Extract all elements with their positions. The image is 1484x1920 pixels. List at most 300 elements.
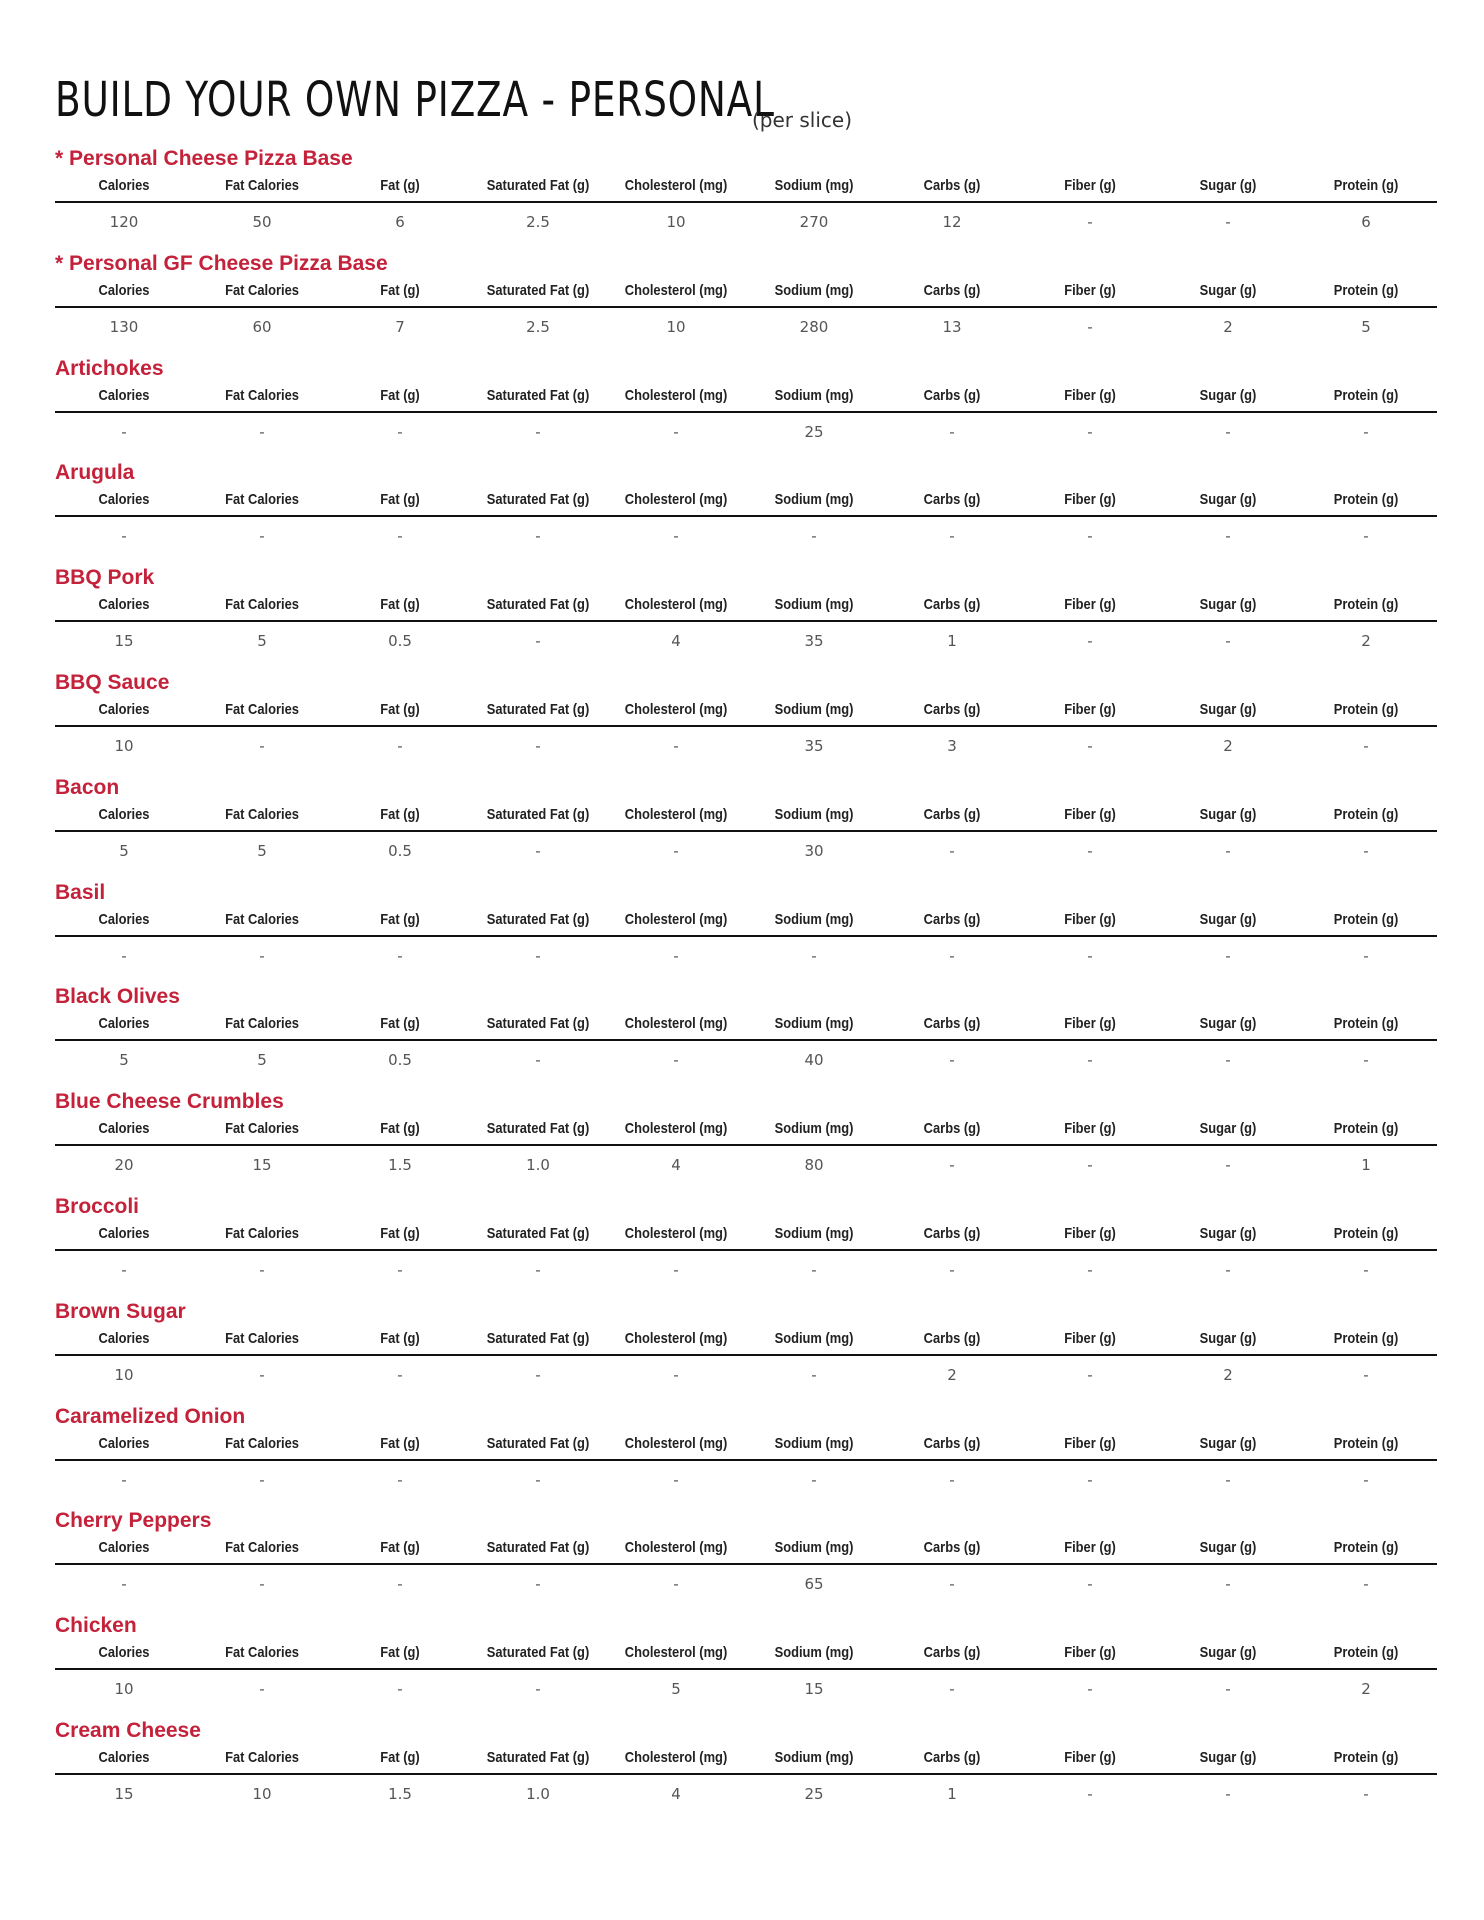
- value-row: [55, 1156, 1437, 1180]
- column-header-row: [55, 491, 1437, 517]
- column-header: Protein (g): [1333, 1539, 1399, 1557]
- column-header: Sugar (g): [1199, 1434, 1257, 1452]
- value-cell: 2.5: [526, 213, 550, 231]
- column-header: Fiber (g): [1064, 805, 1116, 823]
- value-cell: -: [1363, 422, 1369, 441]
- value-cell: 10: [114, 1365, 134, 1384]
- page-subtitle: (per slice): [752, 108, 853, 132]
- value-cell: -: [1225, 1785, 1231, 1803]
- column-header: Fat Calories: [225, 1015, 299, 1033]
- column-header: Protein (g): [1333, 910, 1399, 928]
- column-header: Calories: [98, 386, 150, 404]
- value-cell: -: [673, 527, 679, 546]
- column-header: Sodium (mg): [774, 701, 854, 718]
- column-header: Carbs (g): [923, 1120, 981, 1138]
- value-cell: -: [949, 527, 955, 546]
- value-cell: -: [1225, 841, 1231, 860]
- value-cell: -: [397, 1470, 403, 1489]
- column-header: Fat (g): [380, 1539, 420, 1557]
- column-header: Sodium (mg): [774, 805, 854, 823]
- value-cell: 20: [114, 1156, 134, 1175]
- value-cell: 10: [114, 1680, 134, 1699]
- column-header: Sodium (mg): [774, 1120, 854, 1138]
- value-cell: -: [1225, 1680, 1231, 1699]
- column-header: Cholesterol (mg): [624, 596, 728, 614]
- item-section: [55, 671, 1437, 777]
- column-header: Sodium (mg): [774, 1539, 854, 1557]
- value-row: [55, 737, 1437, 761]
- column-header: Fiber (g): [1064, 1749, 1116, 1766]
- value-cell: -: [397, 422, 403, 441]
- item-section: [55, 1300, 1437, 1406]
- value-cell: 5: [671, 1680, 681, 1699]
- column-header: Fat (g): [380, 805, 420, 823]
- column-header: Sugar (g): [1199, 910, 1257, 928]
- value-cell: -: [1363, 1575, 1369, 1594]
- value-cell: -: [535, 1470, 541, 1489]
- value-cell: 1.0: [526, 1156, 550, 1175]
- value-cell: 4: [671, 632, 681, 651]
- column-header: Saturated Fat (g): [486, 386, 590, 404]
- value-cell: 5: [119, 841, 129, 860]
- value-cell: -: [949, 1051, 955, 1070]
- column-header: Calories: [98, 1749, 150, 1766]
- column-header: Cholesterol (mg): [624, 701, 728, 718]
- column-header: Saturated Fat (g): [486, 805, 590, 823]
- value-cell: -: [811, 1261, 817, 1279]
- column-header-row: [55, 177, 1437, 203]
- column-header-row: [55, 806, 1437, 832]
- column-header: Fat (g): [380, 281, 420, 299]
- value-cell: -: [121, 1261, 127, 1279]
- column-header: Fat Calories: [225, 701, 299, 718]
- column-header: Fat Calories: [225, 805, 299, 823]
- column-header-row: [55, 911, 1437, 937]
- column-header: Fat (g): [380, 1644, 420, 1662]
- value-cell: -: [1363, 737, 1369, 755]
- column-header: Fiber (g): [1064, 596, 1116, 614]
- column-header: Sodium (mg): [774, 281, 854, 299]
- value-cell: -: [397, 737, 403, 755]
- value-row: [55, 1680, 1437, 1704]
- value-cell: 2: [1223, 317, 1233, 336]
- column-header: Sugar (g): [1199, 386, 1257, 404]
- column-header: Carbs (g): [923, 1015, 981, 1033]
- value-cell: -: [535, 946, 541, 965]
- value-cell: 10: [666, 213, 686, 231]
- column-header: Cholesterol (mg): [624, 1120, 728, 1138]
- column-header: Fat Calories: [225, 491, 299, 509]
- column-header: Sugar (g): [1199, 1329, 1257, 1347]
- value-cell: 120: [109, 213, 139, 231]
- value-row: [55, 1471, 1437, 1495]
- column-header: Cholesterol (mg): [624, 805, 728, 823]
- column-header: Cholesterol (mg): [624, 1644, 728, 1662]
- column-header: Sugar (g): [1199, 596, 1257, 614]
- value-cell: -: [1087, 737, 1093, 755]
- value-cell: -: [949, 1261, 955, 1279]
- value-cell: -: [121, 527, 127, 546]
- column-header-row: [55, 1539, 1437, 1565]
- column-header: Carbs (g): [923, 491, 981, 509]
- value-row: [55, 842, 1437, 866]
- item-name: Black Olives: [55, 985, 180, 1009]
- value-cell: 25: [804, 1785, 824, 1803]
- column-header-row: [55, 1120, 1437, 1146]
- value-cell: 15: [804, 1680, 824, 1699]
- column-header: Protein (g): [1333, 1644, 1399, 1662]
- value-row: [55, 947, 1437, 971]
- value-cell: -: [535, 632, 541, 651]
- column-header: Saturated Fat (g): [486, 281, 590, 299]
- value-cell: -: [949, 1680, 955, 1699]
- column-header: Sodium (mg): [774, 1225, 854, 1242]
- value-cell: -: [949, 1470, 955, 1489]
- column-header-row: [55, 1015, 1437, 1041]
- value-cell: -: [259, 527, 265, 546]
- column-header: Calories: [98, 910, 150, 928]
- value-cell: -: [811, 1365, 817, 1384]
- column-header: Carbs (g): [923, 1225, 981, 1242]
- value-cell: -: [1087, 1261, 1093, 1279]
- value-cell: -: [1087, 317, 1093, 336]
- item-section: [55, 147, 1437, 253]
- column-header-row: [55, 1749, 1437, 1775]
- column-header: Sugar (g): [1199, 805, 1257, 823]
- column-header: Sodium (mg): [774, 386, 854, 404]
- value-cell: -: [1225, 1051, 1231, 1070]
- column-header: Sugar (g): [1199, 701, 1257, 718]
- column-header: Protein (g): [1333, 805, 1399, 823]
- column-header: Sodium (mg): [774, 1749, 854, 1766]
- value-cell: -: [1363, 1261, 1369, 1279]
- value-cell: -: [673, 1261, 679, 1279]
- column-header-row: [55, 1225, 1437, 1251]
- column-header: Saturated Fat (g): [486, 1120, 590, 1138]
- item-name: Cherry Peppers: [55, 1509, 212, 1533]
- value-cell: 65: [804, 1575, 824, 1594]
- value-cell: 10: [666, 317, 686, 336]
- value-cell: -: [1225, 1261, 1231, 1279]
- value-cell: -: [1363, 1785, 1369, 1803]
- item-name: Broccoli: [55, 1195, 140, 1218]
- column-header: Fat (g): [380, 910, 420, 928]
- column-header: Fat Calories: [225, 910, 299, 928]
- column-header: Protein (g): [1333, 491, 1399, 509]
- value-cell: 60: [252, 317, 272, 336]
- value-cell: -: [1225, 527, 1231, 546]
- value-cell: -: [535, 422, 541, 441]
- value-cell: -: [1087, 1575, 1093, 1594]
- column-header-row: [55, 1644, 1437, 1670]
- column-header: Fat (g): [380, 596, 420, 614]
- column-header: Cholesterol (mg): [624, 281, 728, 299]
- item-name: Caramelized Onion: [55, 1404, 246, 1428]
- column-header: Calories: [98, 1329, 150, 1347]
- column-header: Fat Calories: [225, 1120, 299, 1138]
- column-header: Sodium (mg): [774, 491, 854, 509]
- value-cell: -: [1087, 1051, 1093, 1070]
- value-cell: 1.5: [388, 1785, 412, 1803]
- value-cell: -: [1225, 632, 1231, 651]
- column-header: Calories: [98, 1434, 150, 1452]
- title-row: [55, 72, 978, 142]
- item-section: [55, 1509, 1437, 1615]
- column-header: Saturated Fat (g): [486, 491, 590, 509]
- value-cell: 130: [109, 317, 139, 336]
- column-header: Fat (g): [380, 1225, 420, 1242]
- item-section: [55, 566, 1437, 672]
- value-cell: 15: [252, 1156, 272, 1175]
- column-header: Carbs (g): [923, 1749, 981, 1766]
- value-cell: -: [535, 841, 541, 860]
- column-header: Fiber (g): [1064, 281, 1116, 299]
- value-row: [55, 632, 1437, 656]
- column-header: Saturated Fat (g): [486, 1015, 590, 1033]
- value-cell: -: [1087, 1470, 1093, 1489]
- column-header: Protein (g): [1333, 1225, 1399, 1242]
- value-cell: 2: [1223, 737, 1233, 755]
- column-header: Fiber (g): [1064, 1539, 1116, 1557]
- item-name: * Personal Cheese Pizza Base: [55, 147, 353, 170]
- column-header: Carbs (g): [923, 1539, 981, 1557]
- value-cell: -: [673, 737, 679, 755]
- column-header: Sugar (g): [1199, 491, 1257, 509]
- value-cell: 2: [1361, 1680, 1371, 1699]
- column-header: Protein (g): [1333, 177, 1399, 194]
- column-header: Sugar (g): [1199, 1749, 1257, 1766]
- value-cell: -: [121, 946, 127, 965]
- value-cell: 10: [114, 737, 134, 755]
- item-section: [55, 357, 1437, 463]
- value-cell: 13: [942, 317, 962, 336]
- column-header: Fat (g): [380, 1434, 420, 1452]
- item-name: Blue Cheese Crumbles: [55, 1090, 284, 1114]
- value-row: [55, 213, 1437, 237]
- column-header: Saturated Fat (g): [486, 596, 590, 614]
- column-header: Saturated Fat (g): [486, 177, 590, 194]
- column-header: Cholesterol (mg): [624, 1329, 728, 1347]
- column-header-row: [55, 387, 1437, 413]
- value-cell: -: [673, 1575, 679, 1594]
- item-name: Cream Cheese: [55, 1719, 201, 1742]
- column-header: Sodium (mg): [774, 1015, 854, 1033]
- column-header: Saturated Fat (g): [486, 1329, 590, 1347]
- column-header: Carbs (g): [923, 1329, 981, 1347]
- column-header: Sodium (mg): [774, 596, 854, 614]
- value-cell: -: [535, 1365, 541, 1384]
- column-header: Fat Calories: [225, 1749, 299, 1766]
- value-cell: 2: [947, 1365, 957, 1384]
- value-cell: -: [949, 946, 955, 965]
- value-cell: -: [535, 1261, 541, 1279]
- column-header: Calories: [98, 1120, 150, 1138]
- column-header: Sugar (g): [1199, 1120, 1257, 1138]
- value-cell: -: [1363, 1365, 1369, 1384]
- column-header: Fat Calories: [225, 1329, 299, 1347]
- column-header-row: [55, 1330, 1437, 1356]
- column-header: Calories: [98, 1644, 150, 1662]
- value-cell: -: [1087, 213, 1093, 231]
- item-name: Brown Sugar: [55, 1299, 186, 1323]
- item-section: [55, 1614, 1437, 1720]
- item-section: [55, 1195, 1437, 1301]
- value-cell: 5: [257, 1051, 267, 1070]
- value-cell: -: [949, 1156, 955, 1175]
- value-cell: -: [673, 1470, 679, 1489]
- item-section: [55, 881, 1437, 987]
- column-header: Protein (g): [1333, 1120, 1399, 1138]
- item-name: Bacon: [55, 775, 120, 799]
- column-header: Fiber (g): [1064, 1329, 1116, 1347]
- column-header: Saturated Fat (g): [486, 701, 590, 718]
- column-header: Fat Calories: [225, 177, 299, 194]
- value-cell: -: [811, 527, 817, 546]
- value-cell: -: [1087, 422, 1093, 441]
- column-header: Calories: [98, 805, 150, 823]
- column-header: Fat Calories: [225, 1539, 299, 1557]
- value-cell: -: [397, 1261, 403, 1279]
- column-header-row: [55, 1435, 1437, 1461]
- column-header: Saturated Fat (g): [486, 910, 590, 928]
- value-cell: -: [259, 946, 265, 965]
- column-header: Fiber (g): [1064, 910, 1116, 928]
- column-header: Calories: [98, 1539, 150, 1557]
- column-header: Carbs (g): [923, 1434, 981, 1452]
- value-cell: -: [1225, 1470, 1231, 1489]
- column-header: Fiber (g): [1064, 491, 1116, 509]
- column-header: Fat Calories: [225, 596, 299, 614]
- column-header: Sugar (g): [1199, 1015, 1257, 1033]
- value-cell: -: [1087, 841, 1093, 860]
- value-cell: 30: [804, 841, 824, 860]
- value-cell: -: [259, 1365, 265, 1384]
- column-header: Fat (g): [380, 1329, 420, 1347]
- column-header: Protein (g): [1333, 1749, 1399, 1766]
- column-header: Cholesterol (mg): [624, 1015, 728, 1033]
- column-header: Carbs (g): [923, 701, 981, 718]
- value-cell: 280: [799, 317, 829, 336]
- value-cell: -: [811, 946, 817, 965]
- item-name: Basil: [55, 880, 106, 904]
- column-header: Protein (g): [1333, 281, 1399, 299]
- column-header: Calories: [98, 596, 150, 614]
- value-cell: 80: [804, 1156, 824, 1175]
- value-cell: 1.0: [526, 1785, 550, 1803]
- item-section: [55, 1719, 1437, 1825]
- item-name: Artichokes: [55, 356, 164, 380]
- column-header: Calories: [98, 281, 150, 299]
- value-cell: -: [1363, 1051, 1369, 1070]
- value-cell: 0.5: [388, 841, 412, 860]
- value-cell: -: [535, 527, 541, 546]
- value-cell: 7: [395, 317, 405, 336]
- value-cell: -: [673, 1365, 679, 1384]
- value-row: [55, 1575, 1437, 1599]
- column-header: Carbs (g): [923, 177, 981, 194]
- column-header: Sugar (g): [1199, 1225, 1257, 1242]
- column-header: Calories: [98, 701, 150, 718]
- column-header: Cholesterol (mg): [624, 910, 728, 928]
- column-header: Protein (g): [1333, 386, 1399, 404]
- value-cell: -: [949, 841, 955, 860]
- column-header: Fiber (g): [1064, 177, 1116, 194]
- column-header: Carbs (g): [923, 910, 981, 928]
- column-header: Calories: [98, 1015, 150, 1033]
- value-row: [55, 318, 1437, 342]
- column-header: Fiber (g): [1064, 1015, 1116, 1033]
- column-header: Fat Calories: [225, 1225, 299, 1242]
- value-cell: -: [397, 527, 403, 546]
- column-header: Fat (g): [380, 701, 420, 718]
- value-cell: -: [1087, 1365, 1093, 1384]
- item-name: Arugula: [55, 461, 135, 485]
- item-name: BBQ Sauce: [55, 671, 170, 694]
- column-header: Fiber (g): [1064, 701, 1116, 718]
- value-cell: -: [397, 1365, 403, 1384]
- value-cell: -: [1087, 1156, 1093, 1175]
- column-header: Sugar (g): [1199, 281, 1257, 299]
- column-header: Fat (g): [380, 177, 420, 194]
- value-cell: -: [397, 1680, 403, 1699]
- value-cell: -: [1363, 946, 1369, 965]
- value-cell: -: [1225, 213, 1231, 231]
- value-cell: 5: [119, 1051, 129, 1070]
- value-cell: 2: [1361, 632, 1371, 651]
- column-header: Calories: [98, 1225, 150, 1242]
- column-header: Cholesterol (mg): [624, 1434, 728, 1452]
- value-cell: 3: [947, 737, 957, 755]
- column-header: Fiber (g): [1064, 386, 1116, 404]
- column-header: Saturated Fat (g): [486, 1434, 590, 1452]
- column-header: Fat (g): [380, 491, 420, 509]
- column-header: Sugar (g): [1199, 1539, 1257, 1557]
- value-row: [55, 1261, 1437, 1285]
- value-cell: -: [1225, 1156, 1231, 1175]
- column-header: Saturated Fat (g): [486, 1225, 590, 1242]
- value-cell: -: [1087, 1785, 1093, 1803]
- column-header: Fiber (g): [1064, 1120, 1116, 1138]
- item-section: [55, 1405, 1437, 1511]
- column-header: Fat Calories: [225, 281, 299, 299]
- column-header: Calories: [98, 177, 150, 194]
- column-header-row: [55, 282, 1437, 308]
- column-header: Protein (g): [1333, 1434, 1399, 1452]
- column-header: Fiber (g): [1064, 1225, 1116, 1242]
- column-header: Saturated Fat (g): [486, 1539, 590, 1557]
- value-cell: 1: [1361, 1156, 1371, 1175]
- column-header: Protein (g): [1333, 596, 1399, 614]
- column-header: Fat Calories: [225, 386, 299, 404]
- value-cell: -: [259, 1261, 265, 1279]
- column-header: Sodium (mg): [774, 1434, 854, 1452]
- value-cell: 4: [671, 1156, 681, 1175]
- value-cell: -: [1363, 1470, 1369, 1489]
- column-header: Fat (g): [380, 1120, 420, 1138]
- value-cell: -: [397, 1575, 403, 1594]
- value-cell: -: [1225, 422, 1231, 441]
- value-cell: -: [949, 1575, 955, 1594]
- value-cell: 5: [257, 632, 267, 651]
- column-header: Carbs (g): [923, 1644, 981, 1662]
- value-cell: 35: [804, 632, 824, 651]
- value-row: [55, 1785, 1437, 1809]
- value-cell: -: [1225, 946, 1231, 965]
- value-cell: 50: [252, 213, 272, 231]
- column-header: Sodium (mg): [774, 177, 854, 194]
- item-name: * Personal GF Cheese Pizza Base: [55, 251, 388, 275]
- column-header: Fiber (g): [1064, 1644, 1116, 1662]
